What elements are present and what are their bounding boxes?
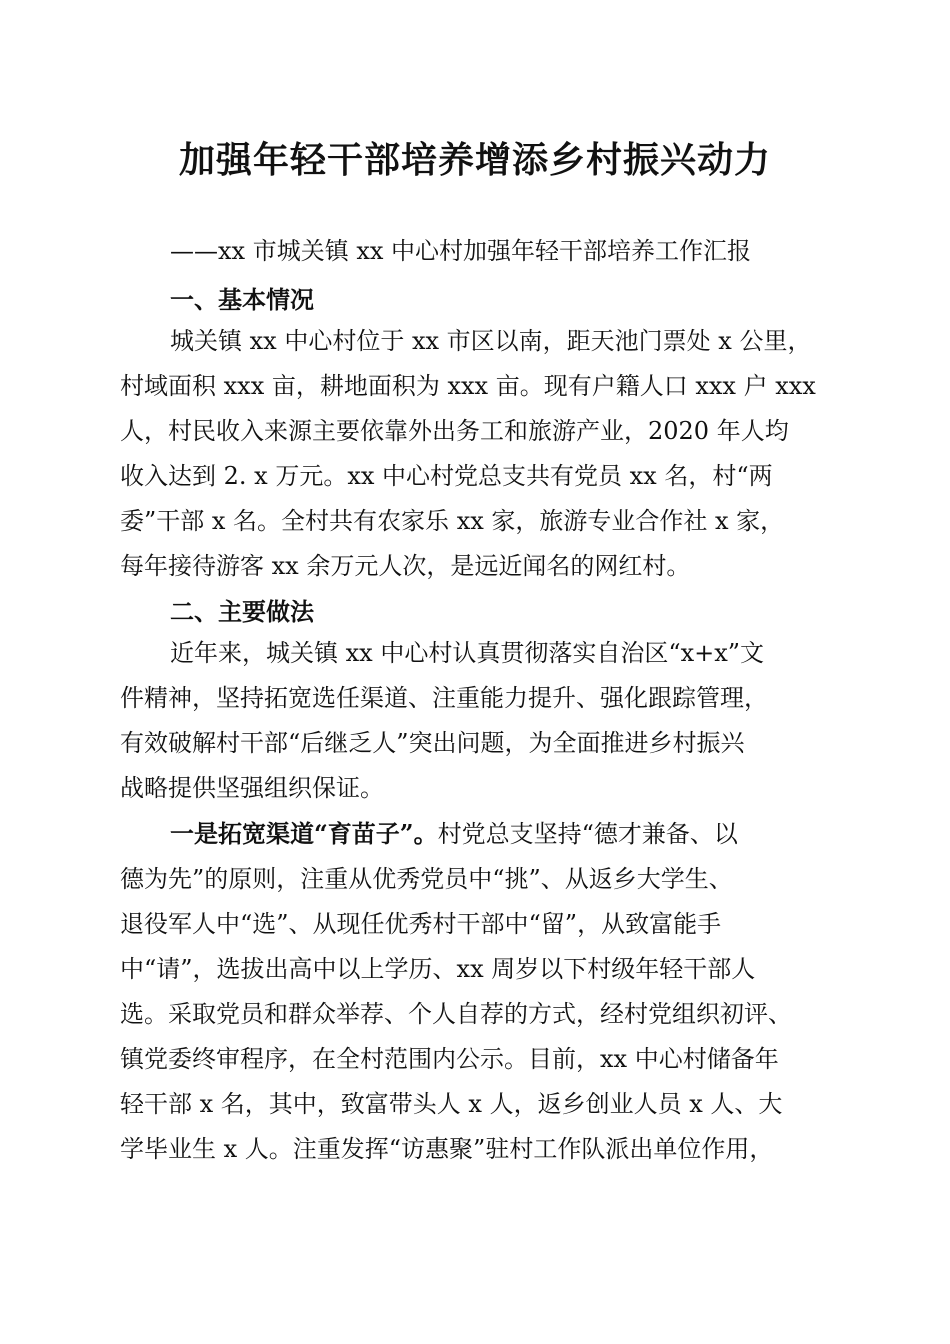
text-line: 战略提供坚强组织保证。 <box>120 774 384 802</box>
text-line: 每年接待游客 xx 余万元人次，是远近闻名的网红村。 <box>120 552 691 580</box>
text-line: 学毕业生 x 人。注重发挥“访惠聚”驻村工作队派出单位作用， <box>120 1135 774 1163</box>
document-title: 加强年轻干部培养增添乡村振兴动力 <box>178 139 771 181</box>
text-line: 城关镇 xx 中心村位于 xx 市区以南，距天池门票处 x 公里， <box>170 327 812 355</box>
text-line: 村域面积 xxx 亩，耕地面积为 xxx 亩。现有户籍人口 xxx 户 xxx <box>120 372 816 400</box>
text-line: 件精神，坚持拓宽选任渠道、注重能力提升、强化跟踪管理， <box>120 684 768 712</box>
text-line: 镇党委终审程序，在全村范围内公示。目前，xx 中心村储备年 <box>120 1045 779 1073</box>
text-line: 轻干部 x 名，其中，致富带头人 x 人，返乡创业人员 x 人、大 <box>120 1090 783 1118</box>
point-one-first-rest: 村党总支坚持“德才兼备、以 <box>437 820 738 848</box>
paragraph-practices-intro <box>120 631 840 811</box>
text-line <box>120 811 840 857</box>
text-line: 退役军人中“选”、从现任优秀村干部中“留”，从致富能手 <box>120 910 722 938</box>
text-line: 收入达到 2. x 万元。xx 中心村党总支共有党员 xx 名，村“两 <box>120 462 773 490</box>
text-line: 人，村民收入来源主要依靠外出务工和旅游产业，2020 年人均 <box>120 417 789 445</box>
section-heading-basic: 一、基本情况 <box>170 286 314 314</box>
text-line: 委”干部 x 名。全村共有农家乐 xx 家，旅游专业合作社 x 家， <box>120 507 785 535</box>
text-line: 选。采取党员和群众举荐、个人自荐的方式，经村党组织初评、 <box>120 1000 792 1028</box>
text-line: 近年来，城关镇 xx 中心村认真贯彻落实自治区“x+x”文 <box>170 639 765 667</box>
paragraph-basic-situation <box>120 319 840 589</box>
text-line: 德为先”的原则，注重从优秀党员中“挑”、从返乡大学生、 <box>120 865 733 893</box>
section-heading-practices: 二、主要做法 <box>170 598 314 626</box>
text-line: 有效破解村干部“后继乏人”突出问题，为全面推进乡村振兴 <box>120 729 745 757</box>
document-subtitle: ——xx 市城关镇 xx 中心村加强年轻干部培养工作汇报 <box>170 237 752 265</box>
paragraph-point-one <box>120 811 840 1172</box>
point-one-lead: 一是拓宽渠道“育苗子”。 <box>170 819 438 848</box>
text-line: 中“请”，选拔出高中以上学历、xx 周岁以下村级年轻干部人 <box>120 955 756 983</box>
